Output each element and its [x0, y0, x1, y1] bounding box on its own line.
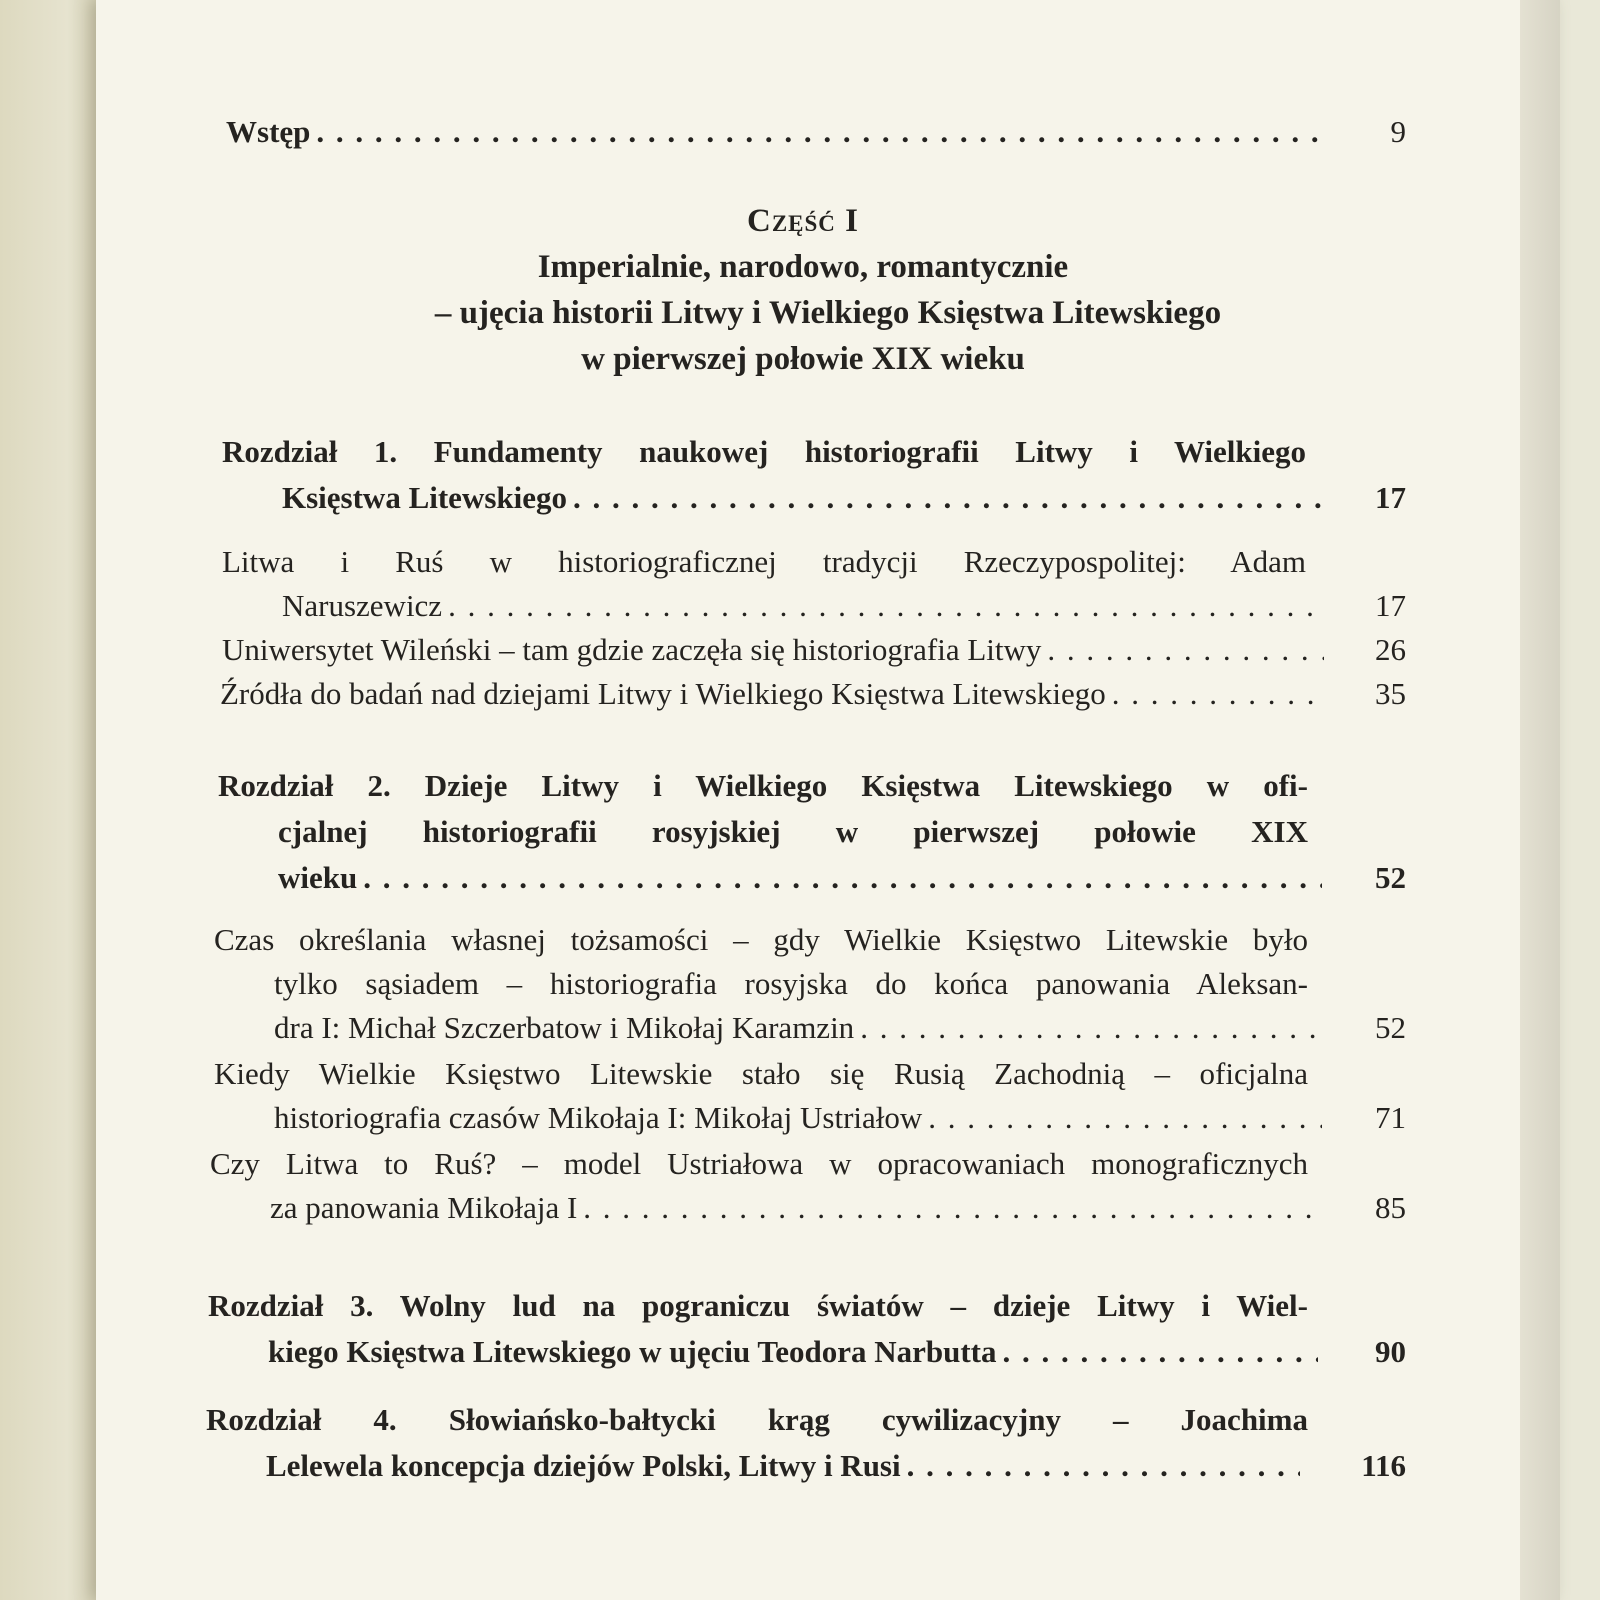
chapter-4-line-2: Lelewela koncepcja dziejów Polski, Litwy i Rusi: [266, 1448, 901, 1483]
toc-leader-dots: [573, 480, 1322, 516]
toc-section-1-3: [220, 676, 1406, 720]
toc-chapter-3: [208, 1288, 1406, 1384]
section-2-1-line-2: tylko sąsiadem – historiografia rosyjska do końca panowania Aleksan-: [274, 966, 1308, 1001]
chapter-2-page: 52: [1375, 860, 1406, 895]
section-2-2-page: 71: [1375, 1100, 1406, 1135]
part-label: Część I: [746, 203, 859, 239]
section-2-3-line-2: za panowania Mikołaja I: [270, 1190, 578, 1225]
toc-leader-dots: [1047, 632, 1324, 668]
toc-leader-dots: [448, 588, 1324, 624]
toc-leader-dots: [583, 1190, 1322, 1226]
chapter-4-page: 116: [1361, 1448, 1406, 1483]
part-title-line-2: – ujęcia historii Litwy i Wielkiego Księstwa Litewskiego: [434, 295, 1222, 331]
section-2-2-line-2: historiografia czasów Mikołaja I: Mikołaj Ustriałow: [274, 1100, 923, 1135]
toc-section-2-3: [210, 1146, 1406, 1236]
chapter-3-page: 90: [1375, 1334, 1406, 1369]
part-title-line-3: w pierwszej połowie XIX wieku: [581, 341, 1025, 377]
chapter-1-line-2: Księstwa Litewskiego: [282, 480, 568, 515]
chapter-1-line-1: Rozdział 1. Fundamenty naukowej historiografii Litwy i Wielkiego: [222, 434, 1306, 469]
part-title-line-1: Imperialnie, narodowo, romantycznie: [537, 249, 1069, 285]
toc-intro-title: Wstęp: [226, 114, 311, 149]
book-page: [96, 0, 1560, 1600]
section-1-2-page: 26: [1375, 632, 1406, 667]
toc-intro-page: 9: [1390, 114, 1406, 149]
section-1-1-line-1: Litwa i Ruś w historiograficznej tradycji Rzeczypospolitej: Adam: [222, 544, 1306, 579]
toc-section-2-1: [214, 922, 1406, 1056]
toc-leader-dots: [860, 1010, 1322, 1046]
section-2-1-line-3: dra I: Michał Szczerbatow i Mikołaj Karamzin: [274, 1010, 855, 1045]
section-2-1-line-1: Czas określania własnej tożsamości – gdy Wielkie Księstwo Litewskie było: [214, 922, 1308, 957]
toc-leader-dots: [1112, 676, 1324, 712]
toc-section-1-1: [222, 544, 1406, 634]
toc-section-2-2: [214, 1056, 1406, 1146]
chapter-1-page: 17: [1375, 480, 1406, 515]
section-2-1-page: 52: [1375, 1010, 1406, 1045]
chapter-3-line-1: Rozdział 3. Wolny lud na pograniczu światów – dzieje Litwy i Wiel-: [208, 1288, 1308, 1323]
toc-chapter-1: [222, 434, 1406, 534]
toc-section-1-2: [222, 632, 1406, 676]
section-1-1-line-2: Naruszewicz: [282, 588, 443, 623]
toc-chapter-4: [206, 1402, 1406, 1498]
toc-leader-dots: [1003, 1334, 1319, 1370]
chapter-2-line-1: Rozdział 2. Dzieje Litwy i Wielkiego Księstwa Litewskiego w ofi-: [218, 768, 1308, 803]
chapter-3-line-2: kiego Księstwa Litewskiego w ujęciu Teodora Narbutta: [268, 1334, 997, 1369]
toc-leader-dots: [316, 114, 1326, 150]
section-1-1-page: 17: [1375, 588, 1406, 623]
section-2-3-line-1: Czy Litwa to Ruś? – model Ustriałowa w opracowaniach monograficznych: [210, 1146, 1308, 1181]
part-heading: [96, 198, 1560, 382]
section-2-3-page: 85: [1375, 1190, 1406, 1225]
toc-leader-dots: [363, 860, 1322, 896]
section-1-2-line-1: Uniwersytet Wileński – tam gdzie zaczęła się historiografia Litwy: [222, 632, 1042, 667]
toc-leader-dots: [928, 1100, 1322, 1136]
chapter-4-line-1: Rozdział 4. Słowiańsko-bałtycki krąg cywilizacyjny – Joachima: [206, 1402, 1308, 1437]
toc-leader-dots: [907, 1448, 1300, 1484]
chapter-2-line-2: cjalnej historiografii rosyjskiej w pierwszej połowie XIX: [278, 814, 1308, 849]
section-1-3-page: 35: [1375, 676, 1406, 711]
section-2-2-line-1: Kiedy Wielkie Księstwo Litewskie stało się Rusią Zachodnią – oficjalna: [214, 1056, 1308, 1091]
toc-chapter-2: [218, 768, 1406, 908]
chapter-2-line-3: wieku: [278, 860, 358, 895]
section-1-3-line-1: Źródła do badań nad dziejami Litwy i Wielkiego Księstwa Litewskiego: [220, 676, 1106, 711]
